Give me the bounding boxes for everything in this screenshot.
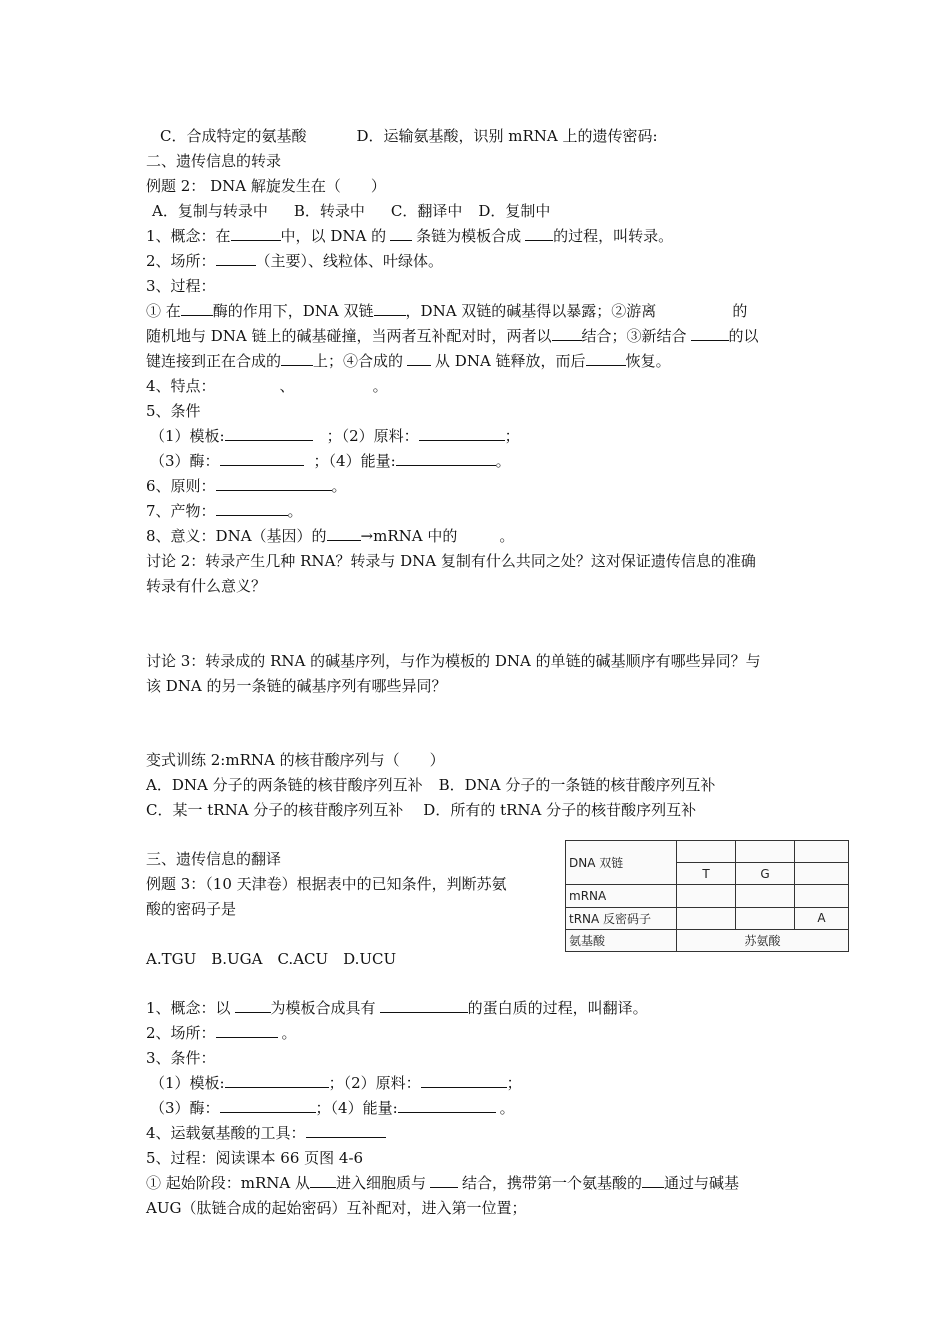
blank[interactable] xyxy=(220,451,304,466)
initiation-line-1: ① 起始阶段：mRNA 从 进入细胞质与 结合，携带第一个氨基酸的 通过与碱基 xyxy=(146,1174,740,1192)
feature-line: 4、特点： 、 。 xyxy=(146,377,388,395)
option-b: B．转录中 xyxy=(293,202,365,220)
blank[interactable] xyxy=(235,998,271,1013)
condition-line-2: （3）酶： ；（4）能量: 。 xyxy=(150,452,511,470)
blank[interactable] xyxy=(642,1173,664,1188)
option-c: C．合成特定的氨基酸 xyxy=(160,127,307,145)
condition-line-1: （1）模板: ；（2）原料： ； xyxy=(150,427,520,445)
carrier-tool-line: 4、运载氨基酸的工具： xyxy=(146,1123,386,1143)
option-line-c-d xyxy=(160,126,658,146)
location-line: 2、场所： （主要）、线粒体、叶绿体。 xyxy=(146,252,444,270)
translation-condition-line-2: （3）酶： ；（4）能量: 。 xyxy=(150,1099,515,1117)
blank[interactable] xyxy=(552,326,582,341)
process-heading: 3、过程： xyxy=(146,277,216,295)
condition-heading: 5、条件 xyxy=(146,402,201,420)
row-label-amino-acid: 氨基酸 xyxy=(566,929,677,951)
variant-options-cd: C．某一 tRNA 分子的核苷酸序列互补 D．所有的 tRNA 分子的核苷酸序列互补 xyxy=(146,801,697,819)
variant-training-2-question: 变式训练 2:mRNA 的核苷酸序列与（ ） xyxy=(146,751,445,769)
row-label-mrna: mRNA xyxy=(566,885,677,907)
codon-table xyxy=(565,840,849,952)
example-2-options xyxy=(152,201,550,221)
row-label-dna: DNA 双链 xyxy=(566,841,677,885)
section-heading-translation: 三、遗传信息的翻译 xyxy=(146,850,282,868)
translation-process-heading: 5、过程：阅读课本 66 页图 4-6 xyxy=(146,1149,364,1167)
cell-a: A xyxy=(795,907,849,929)
blank[interactable] xyxy=(586,351,626,366)
initiation-line-2: AUG（肽链合成的起始密码）互补配对，进入第一位置； xyxy=(146,1199,527,1217)
blank[interactable] xyxy=(374,301,406,316)
product-line: 7、产物： 。 xyxy=(146,502,303,520)
translation-concept-line: 1、概念：以 为模板合成具有 的蛋白质的过程，叫翻译。 xyxy=(146,999,648,1017)
example-3-options: A.TGU B.UGA C.ACU D.UCU xyxy=(146,950,397,968)
option-d: D．复制中 xyxy=(478,202,551,220)
blank[interactable] xyxy=(398,1098,496,1113)
blank[interactable] xyxy=(396,451,496,466)
blank[interactable] xyxy=(231,226,281,241)
option-a: A．复制与转录中 xyxy=(152,202,268,220)
discussion-2-line-2: 转录有什么意义？ xyxy=(146,577,267,595)
concept-line: 1、概念：在 中，以 DNA 的 条链为模板合成 的过程，叫转录。 xyxy=(146,227,674,245)
section-heading-transcription: 二、遗传信息的转录 xyxy=(146,152,282,170)
blank[interactable] xyxy=(407,351,431,366)
blank[interactable] xyxy=(419,426,505,441)
process-line-3: 键连接到正在合成的 上；④合成的 从 DNA 链释放，而后 恢复。 xyxy=(146,352,671,370)
option-d: D．运输氨基酸，识别 mRNA 上的遗传密码: xyxy=(356,127,658,145)
discussion-3-line-1: 讨论 3：转录成的 RNA 的碱基序列，与作为模板的 DNA 的单链的碱基顺序有哪些异同？与 xyxy=(146,652,761,670)
blank[interactable] xyxy=(216,476,332,491)
option-c: C．翻译中 xyxy=(390,202,463,220)
example-2-question: 例题 2： DNA 解旋发生在（ ） xyxy=(146,177,386,195)
blank[interactable] xyxy=(327,526,361,541)
cell-g: G xyxy=(736,863,795,885)
process-line-1: ① 在 酶的作用下，DNA 双链 ，DNA 双链的碱基得以暴露；②游离 的 xyxy=(146,302,748,320)
blank[interactable] xyxy=(225,426,313,441)
variant-options-ab: A．DNA 分子的两条链的核苷酸序列互补 B．DNA 分子的一条链的核苷酸序列互补 xyxy=(146,776,716,794)
blank[interactable] xyxy=(225,1073,329,1088)
blank[interactable] xyxy=(310,1173,336,1188)
blank[interactable] xyxy=(216,501,288,516)
cell-threonine: 苏氨酸 xyxy=(677,929,849,951)
translation-condition-heading: 3、条件： xyxy=(146,1049,216,1067)
blank[interactable] xyxy=(216,1023,278,1038)
row-label-trna: tRNA 反密码子 xyxy=(566,907,677,929)
translation-location-line: 2、场所： 。 xyxy=(146,1024,297,1042)
example-3-question-2: 酸的密码子是 xyxy=(146,900,237,918)
blank[interactable] xyxy=(421,1073,507,1088)
blank[interactable] xyxy=(220,1098,316,1113)
discussion-3-line-2: 该 DNA 的另一条链的碱基序列有哪些异同？ xyxy=(146,677,447,695)
blank[interactable] xyxy=(380,998,468,1013)
process-line-2: 随机地与 DNA 链上的碱基碰撞，当两者互补配对时，两者以 结合；③新结合 的以 xyxy=(146,327,759,345)
translation-condition-line-1: （1）模板: ；（2）原料： ； xyxy=(150,1074,522,1092)
cell-t: T xyxy=(677,863,736,885)
blank[interactable] xyxy=(281,351,313,366)
discussion-2-line-1: 讨论 2：转录产生几种 RNA？转录与 DNA 复制有什么共同之处？这对保证遗传信息的准确 xyxy=(146,552,756,570)
blank[interactable] xyxy=(216,251,256,266)
blank[interactable] xyxy=(181,301,213,316)
meaning-line: 8、意义：DNA（基因）的 →mRNA 中的 。 xyxy=(146,527,515,545)
blank[interactable] xyxy=(525,226,553,241)
blank[interactable] xyxy=(306,1123,386,1138)
principle-line: 6、原则： 。 xyxy=(146,477,347,495)
blank[interactable] xyxy=(691,326,729,341)
example-3-question-1: 例题 3：（10 天津卷）根据表中的已知条件，判断苏氨 xyxy=(146,875,507,893)
blank[interactable] xyxy=(390,226,412,241)
blank[interactable] xyxy=(430,1173,458,1188)
